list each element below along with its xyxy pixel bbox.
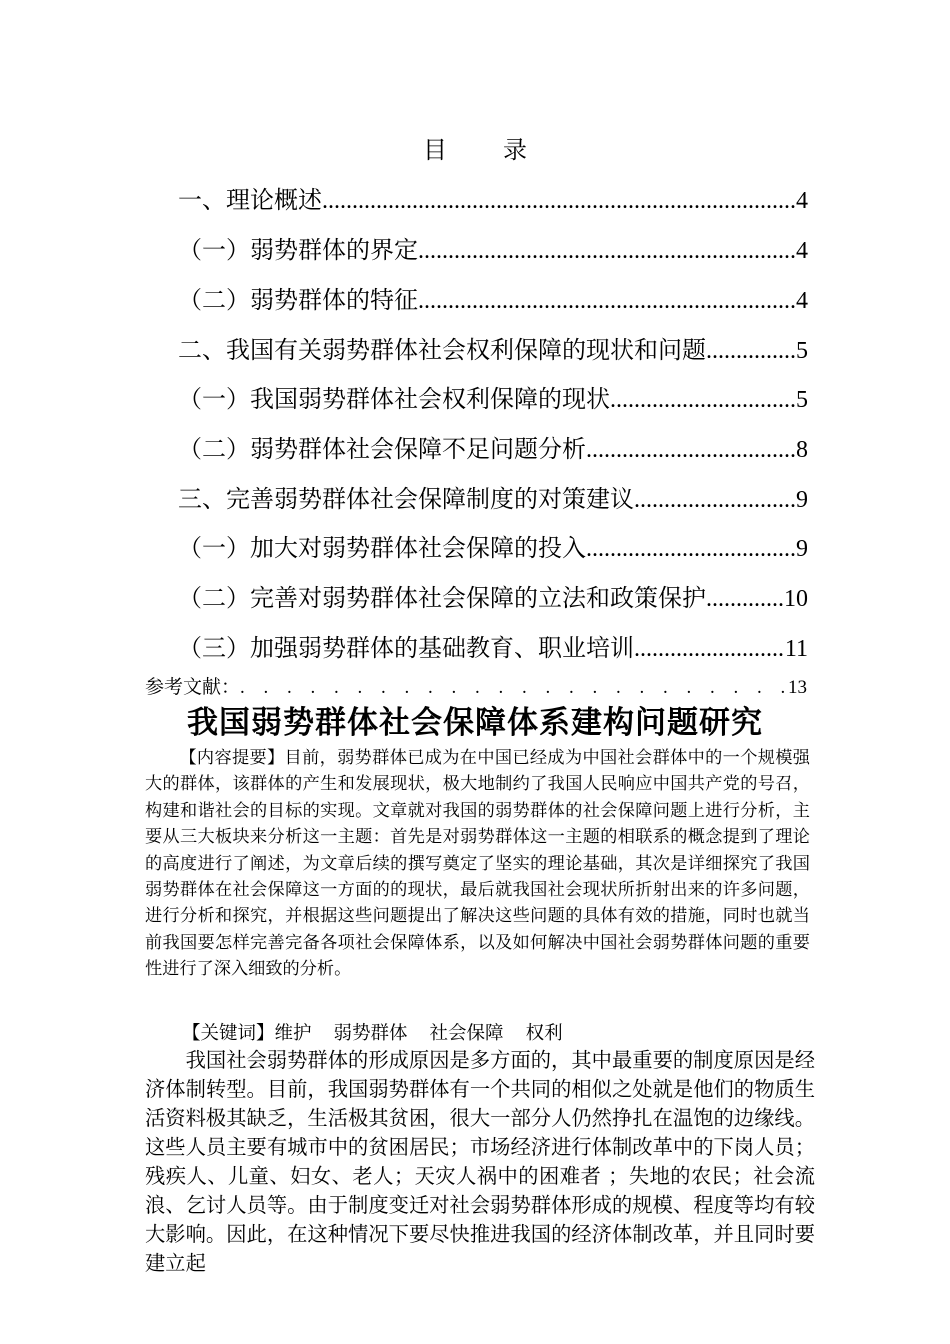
- toc-dot-leader: [610, 383, 796, 417]
- toc-entry-label: （二）完善对弱势群体社会保障的立法和政策保护: [178, 584, 706, 612]
- abstract-label: 【内容提要】: [179, 748, 285, 768]
- toc-entry-label: 二、我国有关弱势群体社会权利保障的现状和问题: [178, 336, 706, 364]
- toc-entry-page: 10: [784, 586, 808, 612]
- toc-entry-page: 11: [784, 636, 808, 662]
- toc-entry-page: 5: [796, 387, 808, 413]
- toc-dot-leader: [418, 234, 796, 268]
- toc-dot-leader: [706, 582, 784, 616]
- toc-entry[interactable]: [178, 382, 808, 417]
- toc-entry[interactable]: [178, 233, 808, 268]
- toc-entry-page: 4: [796, 238, 808, 264]
- toc-dot-leader: [322, 184, 796, 218]
- keyword: 社会保障: [429, 1023, 504, 1044]
- toc-entry-label: 三、完善弱势群体社会保障制度的对策建议: [178, 485, 634, 513]
- toc-entry[interactable]: [178, 432, 808, 467]
- toc-entry-label: （一）我国弱势群体社会权利保障的现状: [178, 385, 610, 413]
- toc-dot-leader: [586, 433, 796, 467]
- toc-dot-leader: [586, 532, 796, 566]
- toc-entry-label: （一）加大对弱势群体社会保障的投入: [178, 534, 586, 562]
- toc-dot-leader: [634, 483, 796, 517]
- keywords-label: 【关键词】: [182, 1023, 275, 1044]
- article-title: 我国弱势群体社会保障体系建构问题研究: [187, 705, 763, 741]
- toc-entry[interactable]: [178, 482, 808, 517]
- toc-entry-page: 4: [796, 288, 808, 314]
- toc-entry[interactable]: [178, 531, 808, 566]
- toc-entry-page: 4: [796, 188, 808, 214]
- keyword: 弱势群体: [333, 1023, 408, 1044]
- toc-dot-leader: [706, 334, 796, 368]
- keyword: 维护: [274, 1023, 312, 1044]
- toc-entry-page: 9: [796, 536, 808, 562]
- toc-entry-label: （一）弱势群体的界定: [178, 236, 418, 264]
- toc-entry[interactable]: [178, 283, 808, 318]
- toc-entry-page: 8: [796, 437, 808, 463]
- toc-title: 目 录: [423, 136, 543, 164]
- toc-dot-leader: [634, 632, 785, 666]
- toc-entry-page: 5: [796, 338, 808, 364]
- toc-entry-label: 一、理论概述: [178, 186, 322, 214]
- body-paragraph: 我国社会弱势群体的形成原因是多方面的，其中最重要的制度原因是经济体制转型。目前，我国弱势群体有一个共同的相似之处就是他们的物质生活资料极其缺乏，生活极其贫困，很大一部分人仍然挣扎在温饱的边缘线。这些人员主要有城市中的贫困居民；市场经济进行体制改革中的下岗人员；残疾人、儿童、妇女、老人；天灾人祸中的困难者 ；失地的农民；社会流浪、乞讨人员等。由于制度变迁对社会弱势群体形成的规模、程度等均有较大影响。因此，在这种情况下要尽快推进我国的经济体制改革，并且同时要建立起: [145, 1048, 815, 1275]
- toc-references-page: 13: [788, 677, 807, 698]
- toc-entry[interactable]: [178, 333, 808, 368]
- toc-references-label: 参考文献：: [145, 676, 241, 698]
- toc-entry[interactable]: [178, 581, 808, 616]
- toc-entry-label: （二）弱势群体社会保障不足问题分析: [178, 435, 586, 463]
- abstract: [145, 745, 810, 983]
- keywords: [145, 1021, 810, 1047]
- abstract-text: 目前，弱势群体已成为在中国已经成为中国社会群体中的一个规模强大的群体，该群体的产生和发展现状，极大地制约了我国人民响应中国共产党的号召，构建和谐社会的目标的实现。文章就对我国的弱势群体的社会保障问题上进行分析，主要从三大板块来分析这一主题：首先是对弱势群体这一主题的相联系的概念提到了理论的高度进行了阐述，为文章后续的撰写奠定了坚实的理论基础，其次是详细探究了我国弱势群体在社会保障这一方面的的现状，最后就我国社会现状所折射出来的许多问题，进行分析和探究，并根据这些问题提出了解决这些问题的具体有效的措施，同时也就当前我国要怎样完善完备各项社会保障体系，以及如何解决中国社会弱势群体问题的重要性进行了深入细致的分析。: [145, 748, 810, 980]
- toc-entry-page: 9: [796, 487, 808, 513]
- toc-dot-leader: [240, 674, 788, 702]
- toc-dot-leader: [418, 284, 796, 318]
- keyword: 权利: [525, 1023, 563, 1044]
- toc-entry-label: （二）弱势群体的特征: [178, 286, 418, 314]
- toc-entry[interactable]: [178, 631, 808, 666]
- toc-entry-label: （三）加强弱势群体的基础教育、职业培训: [178, 634, 634, 662]
- toc-entry[interactable]: [178, 183, 808, 218]
- toc-references-entry[interactable]: [145, 673, 807, 702]
